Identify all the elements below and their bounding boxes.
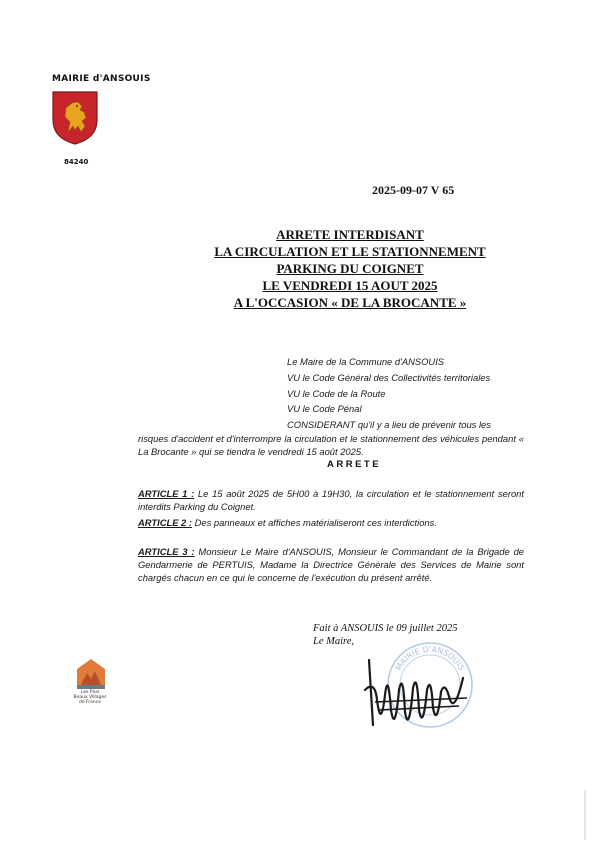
scan-edge-mark (584, 790, 586, 840)
title-line-4: LE VENDREDI 15 AOUT 2025 (262, 278, 438, 293)
title-line-2: LA CIRCULATION ET LE STATIONNEMENT (214, 244, 486, 259)
article-3 (138, 545, 524, 584)
preamble-vu-code-penal: VU le Code Pénal (287, 403, 362, 414)
fait-a-line: Fait à ANSOUIS le 09 juillet 2025 (313, 623, 458, 634)
article-2-text: Des panneaux et affiches matérialiseront ces interdictions. (192, 517, 437, 528)
preamble-considerant: CONSIDERANT qu'il y a lieu de prévenir tous les (287, 419, 491, 430)
preamble-vu-cgct: VU le Code Général des Collectivités territoriales (287, 372, 491, 383)
title-line-5: A L'OCCASION « DE LA BROCANTE » (233, 295, 467, 310)
coat-of-arms-logo (51, 90, 99, 146)
article-2 (138, 516, 524, 529)
postcode: 84240 (64, 158, 89, 166)
preamble-vu-code-route: VU le Code de la Route (287, 388, 386, 399)
article-2-label: ARTICLE 2 : (138, 517, 192, 528)
preamble-maire: Le Maire de la Commune d'ANSOUIS (287, 356, 445, 367)
logo-caption (66, 690, 114, 705)
plus-beaux-villages-logo (73, 655, 109, 695)
article-3-label: ARTICLE 3 : (138, 546, 195, 557)
logo-caption-line-2: Beaux Villages (73, 695, 107, 700)
article-1 (138, 487, 524, 513)
title-line-3: PARKING DU COIGNET (276, 261, 424, 276)
le-maire-line: Le Maire, (313, 636, 355, 647)
mairie-header: MAIRIE d'ANSOUIS (52, 74, 151, 84)
mayor-signature (355, 640, 475, 740)
title-line-1: ARRETE INTERDISANT (276, 227, 424, 242)
article-1-text: Le 15 août 2025 de 5H00 à 19H30, la circulation et le stationnement seront interdits Parking du Coignet. (138, 488, 524, 512)
document-reference: 2025-09-07 V 65 (372, 183, 455, 197)
article-3-text: Monsieur Le Maire d'ANSOUIS, Monsieur le Commandant de la Brigade de Gendarmerie de PERTUIS, Madame la Directrice Générale des Services de Mairie sont chargés chacun en ce qui le concerne de l'exécution du présent arrêté. (138, 546, 525, 583)
arrete-heading: ARRETE (327, 459, 382, 470)
stamp-text: MAIRIE D'ANSOUIS (393, 644, 467, 673)
logo-caption-line-1: Les Plus (80, 690, 100, 695)
considerant-continuation: risques d'accident et d'interrompre la circulation et le stationnement des véhicules pendant « La Brocante » qui se tiendra le vendredi 15 août 2025. (138, 433, 524, 457)
logo-caption-line-3: de France (78, 700, 102, 705)
article-1-label: ARTICLE 1 : (138, 488, 195, 499)
